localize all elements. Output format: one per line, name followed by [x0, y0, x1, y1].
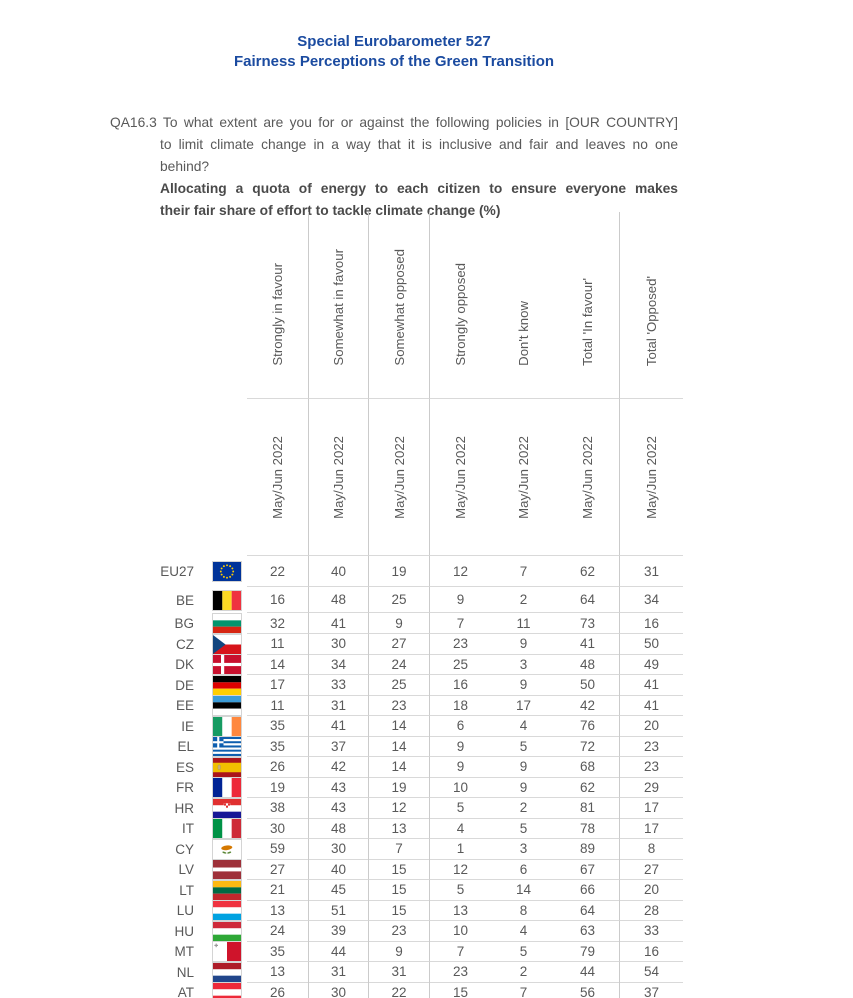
wave-header: [308, 399, 368, 556]
country-flag-cell: [197, 556, 247, 587]
column-header-label: Total 'Opposed': [644, 275, 659, 366]
wave-label: May/Jun 2022: [391, 435, 407, 519]
value-cell: 16: [247, 587, 308, 613]
country-flag-cell: [197, 900, 247, 921]
value-cell: 23: [619, 757, 683, 778]
value-cell: 28: [619, 900, 683, 921]
value-cell: 40: [308, 556, 368, 587]
fr-flag-icon: [212, 777, 242, 798]
value-cell: 30: [247, 818, 308, 839]
de-flag-icon: [212, 675, 242, 696]
value-cell: 14: [368, 736, 429, 757]
value-cell: 41: [308, 613, 368, 634]
column-header: [247, 212, 308, 399]
value-cell: 31: [308, 962, 368, 983]
value-cell: 63: [556, 921, 619, 942]
value-cell: 22: [247, 556, 308, 587]
value-cell: 66: [556, 880, 619, 901]
value-cell: 37: [619, 982, 683, 998]
wave-label: May/Jun 2022: [516, 435, 531, 519]
table-header-categories: [150, 212, 683, 399]
value-cell: 33: [619, 921, 683, 942]
be-flag-icon: [212, 590, 242, 611]
value-cell: 7: [491, 556, 556, 587]
hu-flag-icon: [212, 921, 242, 942]
value-cell: 48: [308, 818, 368, 839]
table-row-es: [150, 757, 683, 778]
value-cell: 29: [619, 777, 683, 798]
value-cell: 11: [247, 634, 308, 655]
value-cell: 78: [556, 818, 619, 839]
wave-header: [429, 399, 491, 556]
header-spacer: [150, 212, 197, 399]
el-flag-icon: [212, 736, 242, 757]
column-header: [308, 212, 368, 399]
ee-flag-icon: [212, 695, 242, 716]
column-header-label: Somewhat opposed: [391, 249, 407, 366]
table-row-dk: [150, 654, 683, 675]
question-line: behind?: [160, 159, 210, 174]
table-row-lu: [150, 900, 683, 921]
column-header: [368, 212, 429, 399]
report-title-line2: Fairness Perceptions of the Green Transition: [233, 53, 555, 70]
report-title: [0, 32, 788, 72]
value-cell: 10: [429, 921, 491, 942]
table-row-lt: [150, 880, 683, 901]
value-cell: 6: [429, 716, 491, 737]
table-row-nl: [150, 962, 683, 983]
value-cell: 62: [556, 777, 619, 798]
value-cell: 8: [619, 839, 683, 860]
value-cell: 14: [368, 716, 429, 737]
value-cell: 14: [491, 880, 556, 901]
column-header: [491, 212, 556, 399]
wave-header: [619, 399, 683, 556]
value-cell: 9: [491, 777, 556, 798]
dk-flag-icon: [212, 654, 242, 675]
country-code: EL: [177, 739, 194, 754]
table-row-fr: [150, 777, 683, 798]
cz-flag-icon: [212, 634, 242, 655]
country-code: IT: [182, 821, 194, 836]
value-cell: 30: [308, 839, 368, 860]
table-row-hr: [150, 798, 683, 819]
country-flag-cell: [197, 777, 247, 798]
country-code: LU: [176, 903, 194, 918]
value-cell: 24: [368, 654, 429, 675]
value-cell: 3: [491, 654, 556, 675]
country-code: BE: [175, 592, 194, 608]
column-header-label: Total 'In favour': [580, 278, 595, 366]
value-cell: 23: [368, 921, 429, 942]
value-cell: 15: [368, 859, 429, 880]
country-code: EU27: [160, 564, 194, 579]
value-cell: 3: [491, 839, 556, 860]
value-cell: 5: [429, 880, 491, 901]
country-code: ES: [175, 759, 194, 775]
at-flag-icon: [212, 982, 242, 998]
value-cell: 12: [429, 859, 491, 880]
country-flag-cell: [197, 654, 247, 675]
value-cell: 50: [556, 675, 619, 696]
value-cell: 19: [368, 556, 429, 587]
value-cell: 42: [308, 757, 368, 778]
value-cell: 9: [429, 736, 491, 757]
value-cell: 14: [368, 757, 429, 778]
table-row-cy: [150, 839, 683, 860]
question-block: [110, 112, 678, 222]
value-cell: 42: [556, 695, 619, 716]
value-cell: 9: [429, 757, 491, 778]
country-code: AT: [177, 985, 194, 998]
country-flag-cell: [197, 613, 247, 634]
column-header-label: Somewhat in favour: [331, 249, 346, 366]
country-code: CZ: [176, 636, 194, 652]
value-cell: 5: [491, 736, 556, 757]
value-cell: 7: [491, 982, 556, 998]
country-code: FR: [176, 780, 194, 795]
table-row-ee: [150, 695, 683, 716]
country-code: NL: [176, 964, 194, 980]
value-cell: 51: [308, 900, 368, 921]
country-code: LT: [179, 882, 194, 898]
value-cell: 50: [619, 634, 683, 655]
value-cell: 27: [368, 634, 429, 655]
wave-header: [368, 399, 429, 556]
country-flag-cell: [197, 962, 247, 983]
country-flag-cell: [197, 880, 247, 901]
question-line: to limit climate change in a way that it is inclusive and fair and leaves no one: [160, 137, 678, 152]
table-row-ie: [150, 716, 683, 737]
value-cell: 17: [619, 798, 683, 819]
value-cell: 20: [619, 716, 683, 737]
country-flag-cell: [197, 757, 247, 778]
value-cell: 43: [308, 798, 368, 819]
value-cell: 13: [429, 900, 491, 921]
value-cell: 35: [247, 716, 308, 737]
country-flag-cell: [197, 634, 247, 655]
nl-flag-icon: [212, 962, 242, 983]
value-cell: 17: [491, 695, 556, 716]
hr-flag-icon: [212, 798, 242, 819]
value-cell: 7: [368, 839, 429, 860]
question-number: QA16.3: [110, 115, 157, 130]
value-cell: 39: [308, 921, 368, 942]
lt-flag-icon: [212, 880, 242, 901]
value-cell: 43: [308, 777, 368, 798]
country-code: HU: [174, 923, 194, 939]
header-spacer: [197, 399, 247, 556]
value-cell: 48: [556, 654, 619, 675]
value-cell: 41: [308, 716, 368, 737]
country-code: CY: [175, 841, 194, 857]
value-cell: 23: [429, 634, 491, 655]
value-cell: 73: [556, 613, 619, 634]
value-cell: 81: [556, 798, 619, 819]
value-cell: 7: [429, 941, 491, 962]
country-code: BG: [174, 616, 194, 631]
value-cell: 4: [429, 818, 491, 839]
cy-flag-icon: [212, 839, 242, 860]
table-row-hu: [150, 921, 683, 942]
column-header: [619, 212, 683, 399]
value-cell: 32: [247, 613, 308, 634]
value-cell: 35: [247, 941, 308, 962]
country-flag-cell: [197, 859, 247, 880]
value-cell: 27: [247, 859, 308, 880]
value-cell: 17: [247, 675, 308, 696]
wave-label: May/Jun 2022: [580, 435, 595, 519]
value-cell: 12: [429, 556, 491, 587]
value-cell: 89: [556, 839, 619, 860]
value-cell: 34: [308, 654, 368, 675]
lu-flag-icon: [212, 900, 242, 921]
country-code: IE: [181, 718, 194, 734]
question-line: QA16.3 To what extent are you for or against the following policies in [OUR COUNTRY]: [110, 115, 678, 130]
value-cell: 23: [619, 736, 683, 757]
value-cell: 4: [491, 716, 556, 737]
value-cell: 41: [619, 695, 683, 716]
mt-flag-icon: [212, 941, 242, 962]
header-spacer: [150, 399, 197, 556]
value-cell: 6: [491, 859, 556, 880]
value-cell: 19: [247, 777, 308, 798]
eu27-flag-icon: [212, 561, 242, 582]
table-row-el: [150, 736, 683, 757]
value-cell: 30: [308, 634, 368, 655]
value-cell: 9: [429, 587, 491, 613]
value-cell: 13: [247, 962, 308, 983]
wave-label: May/Jun 2022: [453, 435, 468, 519]
table-row-cz: [150, 634, 683, 655]
ie-flag-icon: [212, 716, 242, 737]
country-flag-cell: [197, 587, 247, 613]
table-row-it: [150, 818, 683, 839]
value-cell: 62: [556, 556, 619, 587]
value-cell: 26: [247, 982, 308, 998]
value-cell: 21: [247, 880, 308, 901]
value-cell: 14: [247, 654, 308, 675]
value-cell: 2: [491, 798, 556, 819]
it-flag-icon: [212, 818, 242, 839]
value-cell: 2: [491, 587, 556, 613]
value-cell: 15: [429, 982, 491, 998]
table-row-de: [150, 675, 683, 696]
country-code: LV: [178, 862, 194, 877]
table-row-mt: [150, 941, 683, 962]
value-cell: 9: [368, 613, 429, 634]
country-code: HR: [174, 800, 194, 816]
value-cell: 12: [368, 798, 429, 819]
value-cell: 25: [368, 587, 429, 613]
country-flag-cell: [197, 818, 247, 839]
value-cell: 18: [429, 695, 491, 716]
column-header: [556, 212, 619, 399]
value-cell: 35: [247, 736, 308, 757]
value-cell: 16: [619, 941, 683, 962]
value-cell: 15: [368, 880, 429, 901]
value-cell: 37: [308, 736, 368, 757]
value-cell: 76: [556, 716, 619, 737]
value-cell: 25: [368, 675, 429, 696]
question-policy-line: Allocating a quota of energy to each citizen to ensure everyone makes: [160, 181, 678, 196]
value-cell: 64: [556, 587, 619, 613]
column-header-label: Don't know: [516, 301, 531, 366]
value-cell: 17: [619, 818, 683, 839]
value-cell: 5: [429, 798, 491, 819]
report-title-line1: Special Eurobarometer 527: [297, 33, 491, 50]
value-cell: 2: [491, 962, 556, 983]
country-flag-cell: [197, 716, 247, 737]
value-cell: 41: [619, 675, 683, 696]
value-cell: 67: [556, 859, 619, 880]
value-cell: 44: [556, 962, 619, 983]
value-cell: 9: [491, 634, 556, 655]
question-policy-line: their fair share of effort to tackle climate change (%): [160, 203, 501, 218]
value-cell: 22: [368, 982, 429, 998]
country-flag-cell: [197, 695, 247, 716]
value-cell: 48: [308, 587, 368, 613]
country-code: DE: [175, 677, 194, 693]
value-cell: 34: [619, 587, 683, 613]
value-cell: 7: [429, 613, 491, 634]
value-cell: 9: [491, 757, 556, 778]
value-cell: 45: [308, 880, 368, 901]
value-cell: 56: [556, 982, 619, 998]
header-spacer: [197, 212, 247, 399]
country-code: DK: [175, 657, 194, 672]
value-cell: 44: [308, 941, 368, 962]
value-cell: 64: [556, 900, 619, 921]
results-table: [150, 212, 683, 998]
country-flag-cell: [197, 941, 247, 962]
value-cell: 40: [308, 859, 368, 880]
value-cell: 54: [619, 962, 683, 983]
value-cell: 11: [491, 613, 556, 634]
value-cell: 49: [619, 654, 683, 675]
value-cell: 23: [368, 695, 429, 716]
table-row-be: [150, 587, 683, 613]
value-cell: 26: [247, 757, 308, 778]
table-row-lv: [150, 859, 683, 880]
value-cell: 4: [491, 921, 556, 942]
value-cell: 16: [429, 675, 491, 696]
country-code: MT: [174, 944, 194, 959]
table-row-bg: [150, 613, 683, 634]
value-cell: 31: [619, 556, 683, 587]
wave-header: [247, 399, 308, 556]
country-flag-cell: [197, 921, 247, 942]
value-cell: 10: [429, 777, 491, 798]
country-code: EE: [175, 698, 194, 713]
wave-label: May/Jun 2022: [644, 435, 659, 519]
table-header-wave: [150, 399, 683, 556]
value-cell: 33: [308, 675, 368, 696]
value-cell: 1: [429, 839, 491, 860]
country-flag-cell: [197, 736, 247, 757]
value-cell: 13: [368, 818, 429, 839]
wave-label: May/Jun 2022: [270, 435, 285, 519]
value-cell: 68: [556, 757, 619, 778]
table-row-at: [150, 982, 683, 998]
column-header-label: Strongly opposed: [453, 263, 468, 366]
country-flag-cell: [197, 798, 247, 819]
bg-flag-icon: [212, 613, 242, 634]
value-cell: 27: [619, 859, 683, 880]
value-cell: 13: [247, 900, 308, 921]
value-cell: 24: [247, 921, 308, 942]
table-row-eu27: [150, 556, 683, 587]
value-cell: 15: [368, 900, 429, 921]
value-cell: 59: [247, 839, 308, 860]
value-cell: 31: [368, 962, 429, 983]
value-cell: 31: [308, 695, 368, 716]
value-cell: 23: [429, 962, 491, 983]
value-cell: 19: [368, 777, 429, 798]
value-cell: 38: [247, 798, 308, 819]
country-flag-cell: [197, 839, 247, 860]
value-cell: 9: [491, 675, 556, 696]
wave-label: May/Jun 2022: [331, 435, 346, 519]
value-cell: 11: [247, 695, 308, 716]
es-flag-icon: [212, 757, 242, 778]
value-cell: 72: [556, 736, 619, 757]
wave-header: [556, 399, 619, 556]
lv-flag-icon: [212, 859, 242, 880]
value-cell: 5: [491, 818, 556, 839]
value-cell: 5: [491, 941, 556, 962]
country-flag-cell: [197, 675, 247, 696]
column-header: [429, 212, 491, 399]
value-cell: 41: [556, 634, 619, 655]
country-flag-cell: [197, 982, 247, 998]
value-cell: 20: [619, 880, 683, 901]
value-cell: 25: [429, 654, 491, 675]
value-cell: 79: [556, 941, 619, 962]
value-cell: 9: [368, 941, 429, 962]
wave-header: [491, 399, 556, 556]
value-cell: 8: [491, 900, 556, 921]
value-cell: 30: [308, 982, 368, 998]
value-cell: 16: [619, 613, 683, 634]
column-header-label: Strongly in favour: [270, 263, 285, 366]
